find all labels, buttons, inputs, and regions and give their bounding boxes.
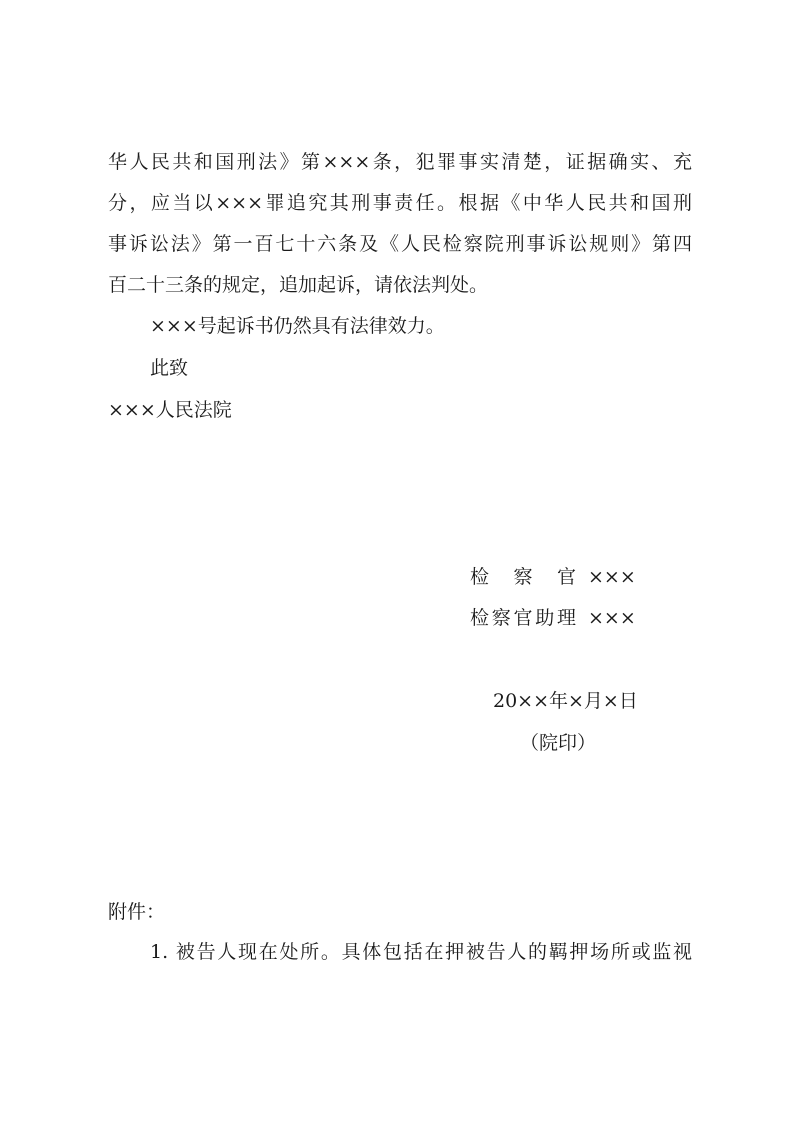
attachment-item-1: 1. 被告人现在处所。具体包括在押被告人的羁押场所或监视 [150, 941, 692, 963]
signature-assistant-row [470, 606, 636, 630]
court-seal-note: （院印） [520, 732, 597, 754]
signature-prosecutor-row [470, 565, 636, 589]
body-paragraph-line-2: 分，应当以×××罪追究其刑事责任。根据《中华人民共和国刑 [108, 192, 692, 214]
validity-paragraph: ×××号起诉书仍然具有法律效力。 [150, 315, 445, 337]
prosecutor-title: 检察官 [470, 566, 576, 588]
salutation: 此致 [150, 357, 189, 379]
assistant-title: 检察官助理 [470, 607, 576, 629]
addressee-court: ×××人民法院 [108, 399, 232, 421]
assistant-name: ××× [588, 607, 636, 629]
body-paragraph-line-1: 华人民共和国刑法》第×××条，犯罪事实清楚，证据确实、充 [108, 151, 692, 173]
document-date: 20××年×月×日 [493, 690, 638, 712]
prosecutor-name: ××× [588, 566, 636, 588]
body-paragraph-line-3: 事诉讼法》第一百七十六条及《人民检察院刑事诉讼规则》第四 [108, 233, 692, 255]
body-paragraph-line-4: 百二十三条的规定，追加起诉，请依法判处。 [108, 274, 489, 296]
attachment-heading: 附件： [108, 901, 166, 923]
